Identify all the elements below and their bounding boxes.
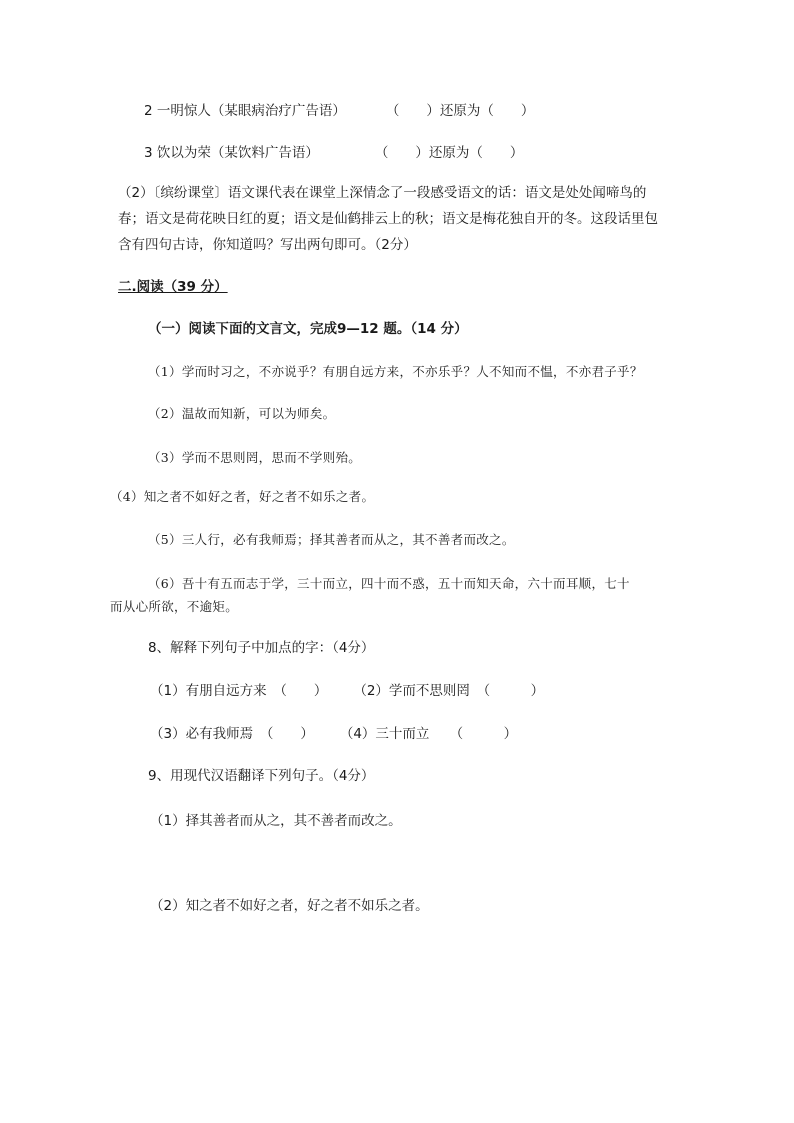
q8-item-3: （3）必有我师焉 （ ） [150,726,314,742]
q8-row-1 [150,681,544,701]
q2-line [144,101,534,121]
passage-4: （4）知之者不如好之者，好之者不如乐之者。 [110,489,375,504]
q8-prompt: 8、解释下列句子中加点的字：（4分） [148,640,375,656]
passage-6: （6）吾十有五而志于学，三十而立，四十而不惑，五十而知天命，六十而耳顺，七十 [148,576,630,591]
q8-item-4: （4）三十而立 （ ） [339,726,518,742]
passage-2: （2）温故而知新，可以为师矣。 [148,406,336,421]
passage-1: （1）学而时习之，不亦说乎？有朋自远方来，不亦乐乎？人不知而不愠，不亦君子乎？ [148,364,643,379]
passage-6-continued: 而从心所欲，不逾矩。 [110,599,239,614]
q8-row-2 [150,724,517,744]
q8-item-1: （1）有朋自远方来 （ ） [150,683,328,699]
q2-text: 2 一明惊人（某眼病治疗广告语） [144,103,346,119]
q3-line [144,143,523,163]
q3-blanks: （ ）还原为（ ） [374,145,524,161]
q3-text: 3 饮以为荣（某饮料广告语） [144,145,319,161]
q8-item-2: （2）学而不思则罔 （ ） [353,683,545,699]
passage-5: （5）三人行，必有我师焉；择其善者而从之，其不善者而改之。 [148,532,515,547]
q9-item-2: （2）知之者不如好之者，好之者不如乐之者。 [150,898,429,914]
q9-item-1: （1）择其善者而从之，其不善者而改之。 [150,813,402,829]
section-title-text: 二.阅读（39 分） [118,279,228,295]
class-question-paragraph: （2）〔缤纷课堂〕语文课代表在课堂上深情念了一段感受语文的话：语文是处处闻啼鸟的春；语文是荷花映日红的夏；语文是仙鹤排云上的秋；语文是梅花独自开的冬。这段话里包含有四句古诗，你知道吗？写出两句即可。（2分） [118,185,658,253]
passage-3: （3）学而不思则罔，思而不学则殆。 [148,450,362,465]
section-subtitle: （一）阅读下面的文言文，完成9—12 题。（14 分） [148,321,468,337]
q2-blanks: （ ）还原为（ ） [385,103,535,119]
q9-prompt: 9、用现代汉语翻译下列句子。（4分） [148,768,375,784]
section-title [118,277,228,297]
